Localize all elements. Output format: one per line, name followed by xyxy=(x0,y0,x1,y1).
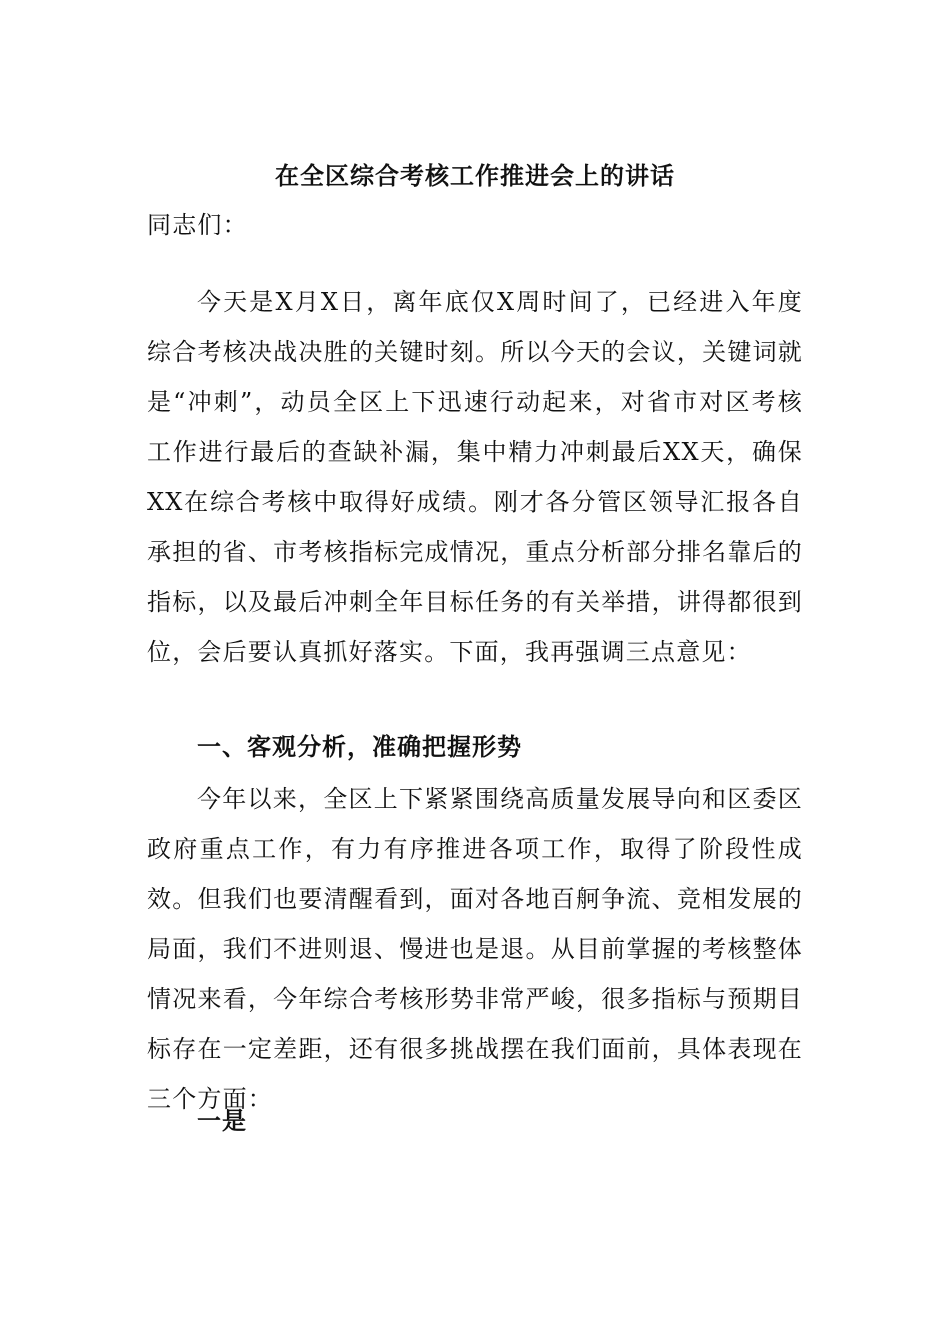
section-heading-1: 一、客观分析，准确把握形势 xyxy=(197,733,522,761)
document-title: 在全区综合考核工作推进会上的讲话 xyxy=(275,162,675,190)
intro-paragraph: 今天是X月X日，离年底仅X周时间了，已经进入年度综合考核决战决胜的关键时刻。所以今天的会议，关键词就是“冲刺”，动员全区上下迅速行动起来，对省市对区考核工作进行最后的查缺补漏，集中精力冲刺最后XX天，确保XX在综合考核中取得好成绩。刚才各分管区领导汇报各自承担的省、市考核指标完成情况，重点分析部分排名靠后的指标，以及最后冲刺全年目标任务的有关举措，讲得都很到位，会后要认真抓好落实。下面，我再强调三点意见： xyxy=(147,288,803,666)
subpoint-heading-1: 一是 xyxy=(197,1107,247,1135)
salutation: 同志们： xyxy=(147,211,248,239)
section-1-paragraph: 今年以来，全区上下紧紧围绕高质量发展导向和区委区政府重点工作，有力有序推进各项工作，取得了阶段性成效。但我们也要清醒看到，面对各地百舸争流、竞相发展的局面，我们不进则退、慢进也是退。从目前掌握的考核整体情况来看，今年综合考核形势非常严峻，很多指标与预期目标存在一定差距，还有很多挑战摆在我们面前，具体表现在三个方面： xyxy=(147,785,803,1113)
